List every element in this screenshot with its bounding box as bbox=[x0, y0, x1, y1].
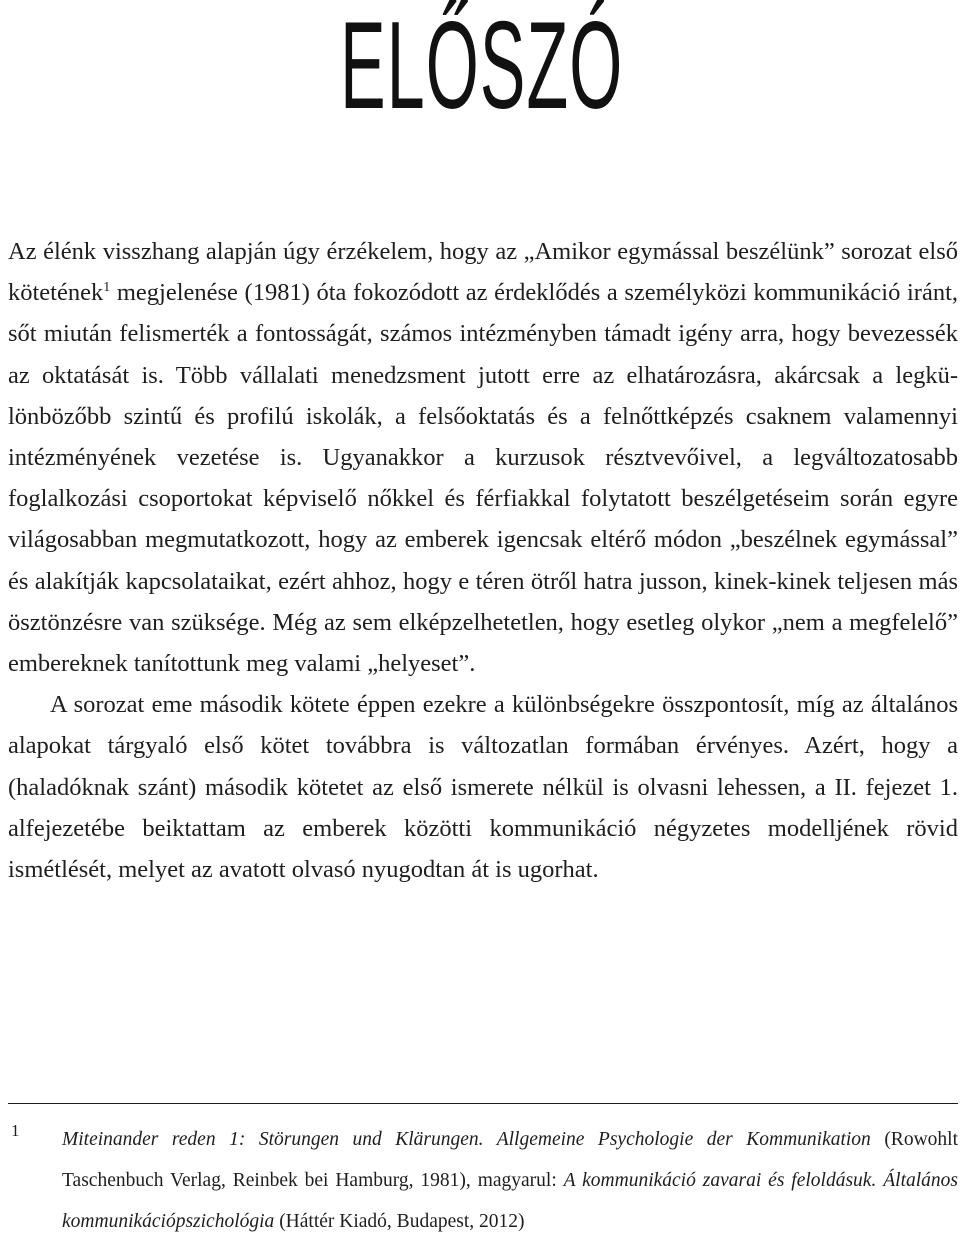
paragraph-2: A sorozat eme második kötete éppen ezekre a különbségekre összpontosít, míg az általános alapokat tárgyaló első kötet továbbra is változatlan formában érvényes. Azért, hogy a (haladóknak szánt) második kötetet az első ismerete nélkül is olvasni lehessen, a II. fejezet 1. alfejezetébe beiktattam az emberek közötti kommunikáció négyzetes modelljének rövid ismétlését, melyet az avatott olvasó nyugodtan át is ugorhat. bbox=[8, 691, 958, 884]
footnote-original-title: Miteinander reden 1: Störungen und Klärungen. Allgemeine Psychologie der Kommunikation bbox=[62, 1129, 871, 1150]
footnote-text bbox=[62, 1119, 958, 1242]
footnote-divider bbox=[8, 1103, 958, 1104]
body-text bbox=[8, 231, 958, 890]
paragraph-1-text-start: Az élénk visszhang alapján úgy érzékelem, hogy az „Amikor egymással beszélünk” sorozat első kötetének bbox=[8, 238, 958, 307]
footnote-hungarian-publisher: (Háttér Kiadó, Budapest, 2012) bbox=[274, 1211, 525, 1232]
footnote-publisher: (Rowohlt Taschenbuch Verlag, Reinbek bei Hamburg, 1981), magyarul: bbox=[62, 1129, 958, 1191]
footnote-hungarian-title: A kommunikáció zavarai és feloldásuk. Általános kommunikációpszichológia bbox=[62, 1170, 958, 1232]
footnote bbox=[8, 1119, 958, 1242]
paragraph-1 bbox=[8, 231, 958, 684]
chapter-title: ELŐSZÓ bbox=[340, 0, 624, 135]
paragraph-1-text-end: megjelenése (1981) óta fokozódott az érdeklődés a személyközi kommunikáció iránt, sőt miután felismerték a fontosságát, számos intézményben támadt igény arra, hogy bevezessék az oktatását is. Több vállalati menedzsment jutott erre az elhatározásra, akárcsak a legkülönbözőbb szintű és profilú iskolák, a felsőoktatás és a felnőttképzés csaknem valamennyi intézményének vezetése is. Ugyanakkor a kurzusok résztvevőivel, a legváltozatosabb foglalkozási csoportokat képviselő nőkkel és férfiakkal folytatott beszélgetéseim során egyre világosabban megmutatkozott, hogy az emberek igencsak eltérő módon „beszélnek egymással” és alakítják kapcsolataikat, ezért ahhoz, hogy e téren ötről hatra jusson, kinek-kinek teljesen más ösztönzésre van szüksége. Még az sem elképzelhetetlen, hogy esetleg olykor „nem a megfelelő” embereknek tanítottunk meg valami „helyeset”. bbox=[8, 279, 958, 678]
footnote-reference[interactable]: 1 bbox=[103, 280, 111, 296]
footnote-marker: 1 bbox=[11, 1121, 20, 1140]
